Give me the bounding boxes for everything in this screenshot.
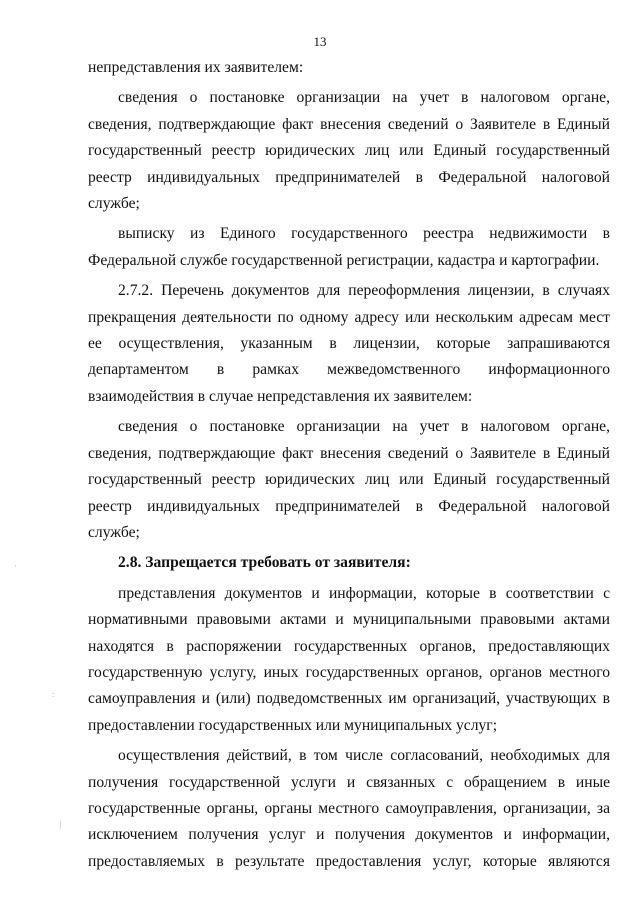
scan-artifact: · xyxy=(14,562,17,571)
text-line: государственный реестр юридических лиц или Единый государственный xyxy=(88,471,610,489)
text-line: самоуправления и (или) подведомственных им организаций, участвующих в xyxy=(88,690,610,708)
document-body xyxy=(88,55,610,875)
text-line: выписку из Единого государственного реестра недвижимости в xyxy=(118,225,610,243)
text-line: департаментом в рамках межведомственного информационного xyxy=(88,361,610,379)
scan-artifact: : xyxy=(52,690,55,699)
text-line: нормативными правовыми актами и муниципальными правовыми актами xyxy=(88,611,610,629)
text-line: Федеральной службе государственной регистрации, кадастра и картографии. xyxy=(88,251,600,269)
text-line: находятся в распоряжении государственных органов, предоставляющих xyxy=(88,637,610,655)
text-line: сведения, подтверждающие факт внесения сведений о Заявителе в Единый xyxy=(88,444,610,462)
text-line: государственные органы, органы местного самоуправления, организации, за xyxy=(88,799,610,817)
text-line: реестр индивидуальных предпринимателей в Федеральной налоговой xyxy=(88,168,610,186)
text-line: службе; xyxy=(88,195,140,213)
text-line: сведения о постановке организации на учет в налоговом органе, xyxy=(118,89,610,107)
text-line: государственную услугу, иных государственных органов, органов местного xyxy=(88,663,610,681)
text-line: ее осуществления, указанным в лицензии, которые запрашиваются xyxy=(88,335,610,353)
text-line: сведения, подтверждающие факт внесения сведений о Заявителе в Единый xyxy=(88,115,610,133)
text-line: представления документов и информации, которые в соответствии с xyxy=(118,584,610,602)
text-line: государственный реестр юридических лиц или Единый государственный xyxy=(88,142,610,160)
section-heading: 2.8. Запрещается требовать от заявителя: xyxy=(118,554,411,572)
text-line: непредставления их заявителем: xyxy=(88,59,304,76)
text-line: осуществления действий, в том числе согласований, необходимых для xyxy=(118,747,610,765)
text-line: исключением получения услуг и получения документов и информации, xyxy=(88,826,610,844)
scan-artifact: | xyxy=(60,820,62,829)
text-line: получения государственной услуги и связанных с обращением в иные xyxy=(88,773,610,791)
text-line: взаимодействия в случае непредставления их заявителем: xyxy=(88,387,473,405)
text-line: предоставляемых в результате предоставления услуг, которые являются xyxy=(88,852,610,870)
text-line: реестр индивидуальных предпринимателей в Федеральной налоговой xyxy=(88,497,610,515)
text-line: 2.7.2. Перечень документов для переоформления лицензии, в случаях xyxy=(118,282,610,300)
text-line: предоставлении государственных или муниципальных услуг; xyxy=(88,716,498,734)
text-line: прекращения деятельности по одному адресу или нескольким адресам мест xyxy=(88,308,610,326)
page-number: 13 xyxy=(313,34,327,49)
text-line: службе; xyxy=(88,523,140,541)
text-line: сведения о постановке организации на учет в налоговом органе, xyxy=(118,418,610,436)
